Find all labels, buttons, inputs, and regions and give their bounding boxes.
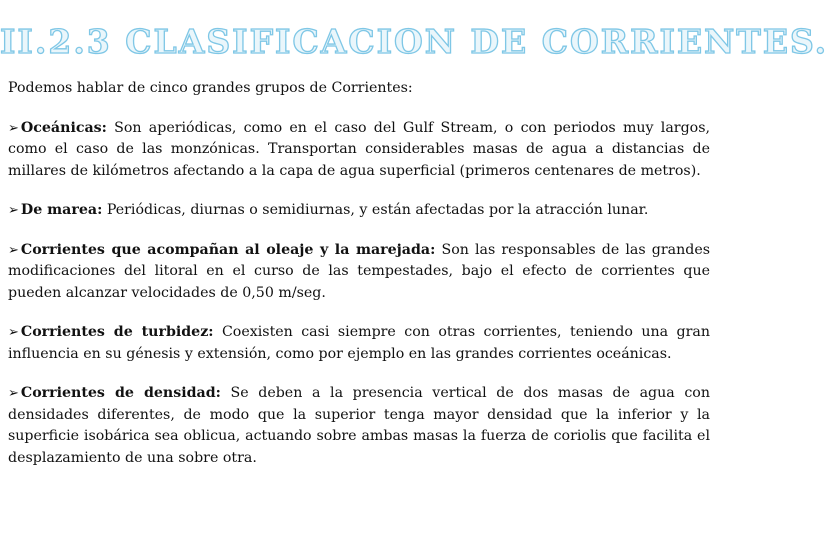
arrow-bullet-icon: ➢ — [8, 386, 19, 401]
item-text: Coexisten casi siempre con otras corrientes, teniendo una gran influencia en su génesis y extensión, como por ejemplo en las grandes corrientes oceánicas. — [8, 324, 710, 362]
list-item-oleaje — [8, 240, 710, 305]
arrow-bullet-icon: ➢ — [8, 242, 19, 258]
slide-title: II.2.3 CLASIFICACION DE CORRIENTES. — [0, 22, 828, 61]
list-item-turbidez — [8, 322, 710, 365]
item-text: Son aperiódicas, como en el caso del Gulf Stream, o con periodos muy largos, como el caso de las monzónicas. Transportan considerables masas de agua a distancias de millares de kilómetros afectando a la capa de agua superficial (primeros centenares de metros). — [8, 119, 710, 179]
item-term: Corrientes de densidad: — [20, 385, 221, 401]
item-term: Corrientes que acompañan al oleaje y la marejada: — [20, 241, 436, 258]
arrow-bullet-icon: ➢ — [8, 325, 19, 340]
arrow-bullet-icon: ➢ — [8, 203, 19, 218]
intro-text: Podemos hablar de cinco grandes grupos de Corrientes: — [8, 80, 413, 96]
list-item-oceanicas — [8, 118, 710, 183]
item-term: De marea: — [20, 202, 103, 218]
slide-body — [8, 78, 710, 487]
item-term: Oceánicas: — [20, 119, 107, 136]
item-term: Corrientes de turbidez: — [20, 324, 214, 340]
list-item-densidad — [8, 383, 710, 469]
item-text: Periódicas, diurnas o semidiurnas, y están afectadas por la atracción lunar. — [106, 202, 649, 218]
arrow-bullet-icon: ➢ — [8, 120, 19, 136]
item-text: Se deben a la presencia vertical de dos masas de agua con densidades diferentes, de modo que la superior tenga mayor densidad que la inferior y la superficie isobárica sea oblicua, actuando sobre ambas masas la fuerza de coriolis que facilita el desplazamiento de una sobre otra. — [8, 385, 710, 466]
item-text: Son las responsables de las grandes modificaciones del litoral en el curso de las tempestades, bajo el efecto de corrientes que pueden alcanzar velocidades de 0,50 m/seg. — [8, 241, 711, 301]
list-item-marea — [8, 200, 710, 222]
